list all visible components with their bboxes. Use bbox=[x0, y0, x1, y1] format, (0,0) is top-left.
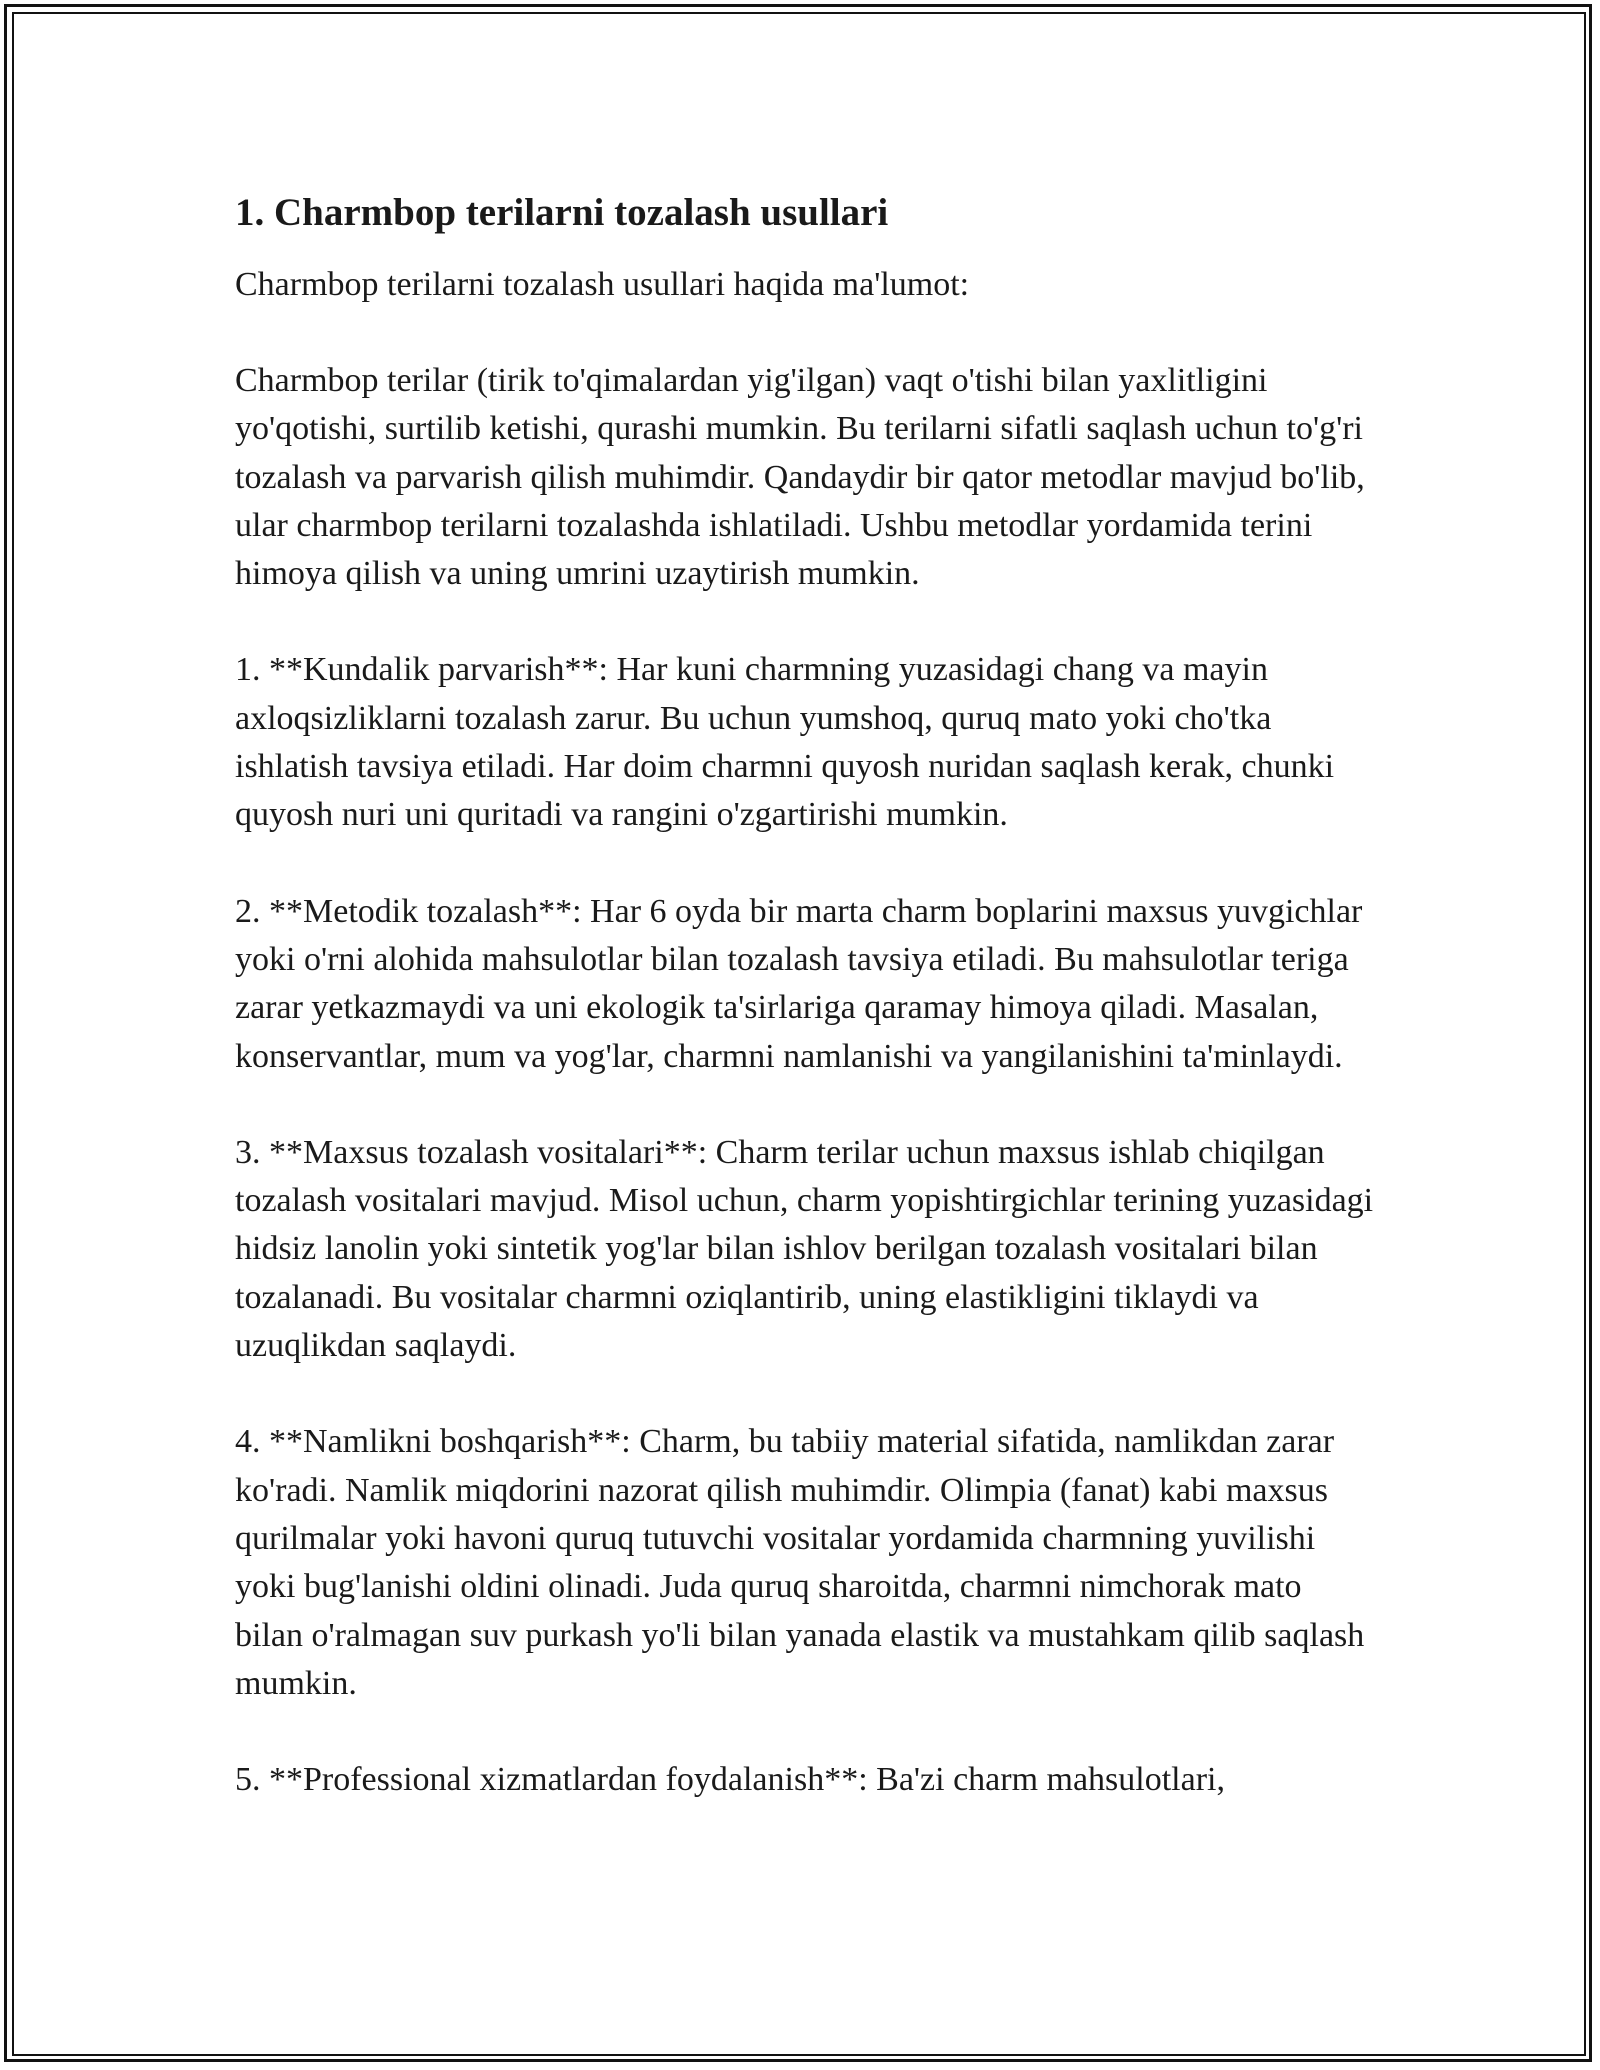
paragraph-item-4: 4. **Namlikni boshqarish**: Charm, bu tabiiy material sifatida, namlikdan zarar ko'radi. Namlik miqdorini nazorat qilish muhimdir. Olimpia (fanat) kabi maxsus qurilmalar yoki havoni quruq tutuvchi vositalar yordamida charmning yuvilishi yoki bug'lanishi oldini olinadi. Juda quruq sharoitda, charmni nimchorak mato bilan o'ralmagan suv purkash yo'li bilan yanada elastik va mustahkam qilib saqlash mumkin. bbox=[235, 1423, 1365, 1702]
intro-line: Charmbop terilarni tozalash usullari haqida ma'lumot: bbox=[235, 266, 970, 303]
paragraph-item-5: 5. **Professional xizmatlardan foydalanish**: Ba'zi charm mahsulotlari, bbox=[235, 1761, 1225, 1799]
paragraph-overview: Charmbop terilar (tirik to'qimalardan yig'ilgan) vaqt o'tishi bilan yaxlitligini yo'qotishi, surtilib ketishi, qurashi mumkin. Bu terilarni sifatli saqlash uchun to'g'ri tozalash va parvarish qilish muhimdir. Qandaydir bir qator metodlar mavjud bo'lib, ular charmbop terilarni tozalashda ishlatiladi. Ushbu metodlar yordamida terini himoya qilish va uning umrini uzaytirish mumkin. bbox=[235, 362, 1365, 593]
document-title: 1. Charmbop terilarni tozalash usullari bbox=[235, 191, 889, 234]
document-body bbox=[235, 185, 1375, 1804]
paragraph-item-1: 1. **Kundalik parvarish**: Har kuni charmning yuzasidagi chang va mayin axloqsizliklarni tozalash zarur. Bu uchun yumshoq, quruq mato yoki cho'tka ishlatish tavsiya etiladi. Har doim charmni quyosh nuridan saqlash kerak, chunki quyosh nuri uni quritadi va rangini o'zgartirishi mumkin. bbox=[235, 651, 1335, 834]
paragraph-item-3: 3. **Maxsus tozalash vositalari**: Charm terilar uchun maxsus ishlab chiqilgan tozalash vositalari mavjud. Misol uchun, charm yopishtirgichlar terining yuzasidagi hidsiz lanolin yoki sintetik yog'lar bilan ishlov berilgan tozalash vositalari bilan tozalanadi. Bu vositalar charmni oziqlantirib, uning elastikligini tiklaydi va uzuqlikdan saqlaydi. bbox=[235, 1133, 1374, 1365]
paragraph-item-2: 2. **Metodik tozalash**: Har 6 oyda bir marta charm boplarini maxsus yuvgichlar yoki o'rni alohida mahsulotlar bilan tozalash tavsiya etiladi. Bu mahsulotlar teriga zarar yetkazmaydi va uni ekologik ta'sirlariga qaramay himoya qiladi. Masalan, konservantlar, mum va yog'lar, charmni namlanishi va yangilanishini ta'minlaydi. bbox=[235, 892, 1363, 1075]
